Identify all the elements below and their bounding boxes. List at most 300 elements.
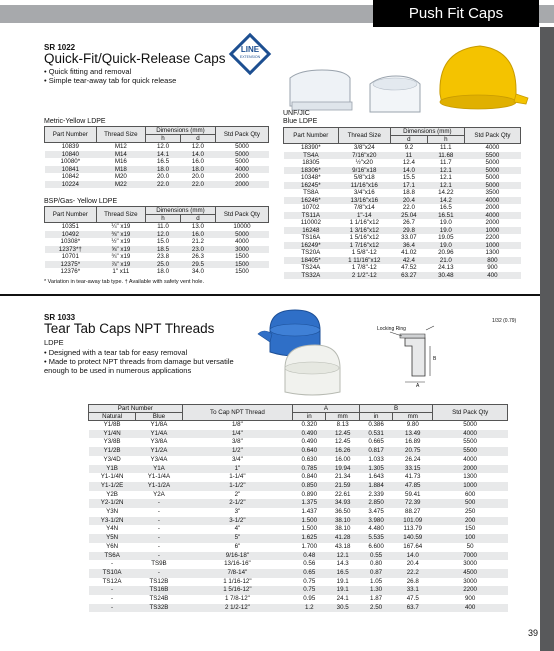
table-cell: 150: [464, 525, 476, 533]
table-cell: 12.0: [146, 231, 181, 239]
table-row: [89, 595, 508, 604]
table-cell: 18.0: [146, 166, 181, 174]
table-cell: Y1/2A: [136, 447, 183, 456]
table-cell: 6.600: [368, 542, 384, 550]
table-cell: -: [136, 534, 183, 543]
table-cell: 9.80: [406, 421, 419, 428]
col-header: To Cap NPT Thread: [182, 405, 292, 421]
table-cell: 12375*: [45, 261, 97, 269]
table-cell: 101.09: [393, 517, 433, 526]
table-cell: 3000: [215, 246, 268, 254]
table-cell: 200: [433, 517, 508, 526]
table-row: [284, 167, 521, 175]
table-cell: Y2A: [153, 490, 165, 498]
table-cell: Y1-1/4N: [100, 473, 124, 481]
table-cell: 1000: [433, 482, 508, 491]
clear-cap-1: [290, 70, 352, 110]
table-row: [89, 473, 508, 482]
table-cell: 16.5: [326, 569, 359, 578]
section-divider: [0, 294, 540, 296]
table-cell: 5500: [433, 447, 508, 456]
table-cell: 20.75: [393, 447, 433, 456]
table-cell: 10492: [45, 231, 97, 239]
table-row: [89, 482, 508, 491]
col-header: Std Pack Qty: [433, 405, 508, 421]
table-cell: 0.95: [303, 595, 316, 603]
logo-subtext: EXTENSION: [239, 55, 261, 59]
table-cell: 2000: [215, 181, 268, 189]
table-row: [89, 569, 508, 578]
table-cell: -: [111, 595, 114, 603]
table-cell: Y1B: [89, 465, 136, 474]
table-row: [45, 231, 269, 239]
table-row: [284, 197, 521, 205]
table-cell: 10841: [45, 166, 97, 174]
table-cell: 41.02: [401, 249, 417, 256]
table-cell: 4000: [485, 144, 500, 151]
table-cell: 2000: [235, 173, 249, 180]
table-cell: 4500: [433, 569, 508, 578]
col-header: Blue: [136, 413, 183, 421]
table-row: [45, 158, 269, 166]
table-cell: 29.8: [390, 227, 427, 235]
table-cell: 47.5: [406, 595, 419, 603]
table-cell: 41.28: [326, 534, 359, 543]
table-cell: 3500: [485, 189, 500, 196]
table-cell: 5000: [215, 151, 268, 159]
table-cell: 4000: [464, 197, 520, 205]
col-header: Dimensions (mm): [146, 127, 216, 135]
table-row: [45, 166, 269, 174]
col-header: h: [146, 215, 181, 223]
table-cell: 12.0: [156, 143, 170, 150]
table-cell: 16246*: [284, 197, 339, 205]
table-row: [89, 491, 508, 500]
table-cell: 110002: [300, 219, 321, 226]
table-cell: 2": [234, 490, 241, 498]
table-cell: Y3-1/2N: [89, 517, 136, 526]
table-row: [89, 543, 508, 552]
table-cell: 21.59: [326, 482, 359, 491]
table-cell: 33.07: [401, 234, 417, 241]
table-cell: -: [136, 499, 183, 508]
table-cell: Y4N: [106, 525, 119, 533]
table-cell: ⅞" x19: [96, 261, 145, 269]
table-cell: 11: [390, 152, 427, 160]
table-cell: 1 11/16"x12: [338, 257, 390, 265]
table-cell: ⅜" x19: [96, 231, 145, 239]
table-cell: Y1-1/2E: [89, 482, 136, 491]
table-row: [45, 238, 269, 246]
table-row: [284, 174, 521, 182]
product-title: Tear Tab Caps NPT Threads: [44, 321, 215, 336]
table-cell: 30.48: [427, 272, 464, 280]
table-cell: TS16A: [301, 234, 321, 241]
table-cell: 0.531: [359, 430, 392, 439]
table-cell: 36.4: [390, 242, 427, 250]
table-cell: 22.61: [334, 490, 351, 498]
table-cell: 0.56: [303, 560, 316, 568]
table-cell: 19.94: [326, 465, 359, 474]
col-header: h: [146, 135, 181, 143]
table-cell: 26.7: [402, 219, 415, 226]
table-cell: 4000: [464, 212, 520, 220]
feature-list: [44, 348, 244, 375]
table-cell: 19.0: [427, 242, 464, 250]
table-cell: 1.05: [370, 577, 383, 585]
table-cell: 7000: [433, 552, 508, 561]
table-cell: 0.65: [293, 569, 326, 578]
table-row: [45, 173, 269, 181]
table-cell: 5500: [463, 438, 477, 446]
table-cell: 16249*: [284, 242, 339, 250]
table-row: [45, 223, 269, 231]
table-cell: 1-1/4": [229, 473, 246, 481]
table-cell: 1 3/16"x12: [338, 227, 390, 235]
table-cell: 12.1: [439, 174, 452, 181]
metric-table: [44, 126, 269, 188]
table-cell: 1.884: [359, 482, 392, 491]
table-cell: 1"-14: [338, 212, 390, 220]
table-cell: 0.850: [293, 482, 326, 491]
table-cell: 12.1: [427, 167, 464, 175]
table-row: [89, 586, 508, 595]
col-header: A: [293, 405, 360, 413]
table-cell: 10348*: [301, 174, 321, 181]
material-label: LDPE: [44, 338, 64, 347]
table-cell: 0.48: [293, 552, 326, 561]
table-body: [89, 421, 508, 613]
push-fit-caps-image: [280, 32, 530, 114]
table-cell: 1.500: [301, 525, 318, 533]
table-cell: -: [136, 517, 183, 526]
table-cell: 4000: [433, 430, 508, 439]
table-body: [284, 144, 521, 280]
table-cell: 26.8: [406, 577, 419, 585]
table-cell: 0.840: [301, 473, 318, 481]
table-cell: 2.50: [359, 604, 392, 613]
table-cell: 2000: [485, 219, 500, 226]
table-cell: TS32A: [284, 272, 339, 280]
table-row: [89, 604, 508, 613]
sku-label: SR 1033: [44, 313, 76, 322]
table-cell: 16.26: [326, 447, 359, 456]
clear-cap-2: [370, 76, 420, 112]
section-header: Push Fit Caps: [373, 0, 539, 27]
table-row: [284, 264, 521, 272]
table-cell: 12.45: [326, 430, 359, 439]
table-cell: TS20A: [301, 249, 321, 256]
table-cell: 18.8: [402, 189, 415, 196]
table-cell: 10701: [61, 253, 79, 260]
col-header: B: [359, 405, 432, 413]
table-cell: 19.0: [427, 227, 464, 235]
table-cell: 47.85: [393, 482, 433, 491]
table-cell: 1.87: [370, 595, 383, 603]
table-cell: 12.4: [402, 159, 415, 166]
table-cell: 22.0: [146, 181, 181, 189]
table-cell: M20: [114, 173, 127, 180]
table-cell: 0.490: [301, 438, 318, 446]
table-cell: 20.96: [438, 249, 454, 256]
table-cell: 0.75: [303, 577, 316, 585]
table-cell: 41.73: [405, 473, 421, 481]
table-row: [89, 456, 508, 465]
table-row: [89, 560, 508, 569]
table-row: [45, 261, 269, 269]
table-cell: M12: [114, 143, 127, 150]
col-header: mm: [393, 413, 433, 421]
table-cell: 3/4"x16: [353, 189, 375, 196]
table-cell: 88.27: [405, 508, 421, 516]
table-row: [284, 257, 521, 265]
table-row: [284, 204, 521, 212]
table-cell: 4.480: [368, 525, 384, 533]
table-row: [284, 144, 521, 152]
table-body: [45, 223, 269, 276]
table-cell: Y3/4A: [150, 455, 168, 463]
table-row: [89, 465, 508, 474]
table-cell: 19.1: [336, 577, 349, 585]
table-cell: 1/8": [231, 421, 243, 428]
yellow-cap: [440, 46, 528, 109]
table-cell: 22.0: [180, 181, 215, 189]
logo-text: LINE: [240, 45, 260, 54]
table-cell: -: [89, 586, 136, 595]
table-cell: 43.18: [334, 542, 351, 550]
table-row: [284, 234, 521, 242]
table-cell: -: [136, 552, 183, 561]
table-cell: 1 7/8-12": [224, 595, 250, 603]
table-cell: 6": [234, 542, 241, 550]
table-cell: 800: [464, 257, 520, 265]
table-cell: 63.27: [390, 272, 427, 280]
table-cell: 2200: [433, 586, 508, 595]
table-cell: 5000: [463, 421, 477, 428]
table-cell: 19.0: [439, 219, 452, 226]
footnote: * Variation in tear-away tab type. † Available with safety vent hole.: [44, 279, 204, 285]
table-cell: 2000: [485, 204, 500, 211]
table-cell: 16248: [284, 227, 339, 235]
table-cell: 12.0: [191, 143, 204, 150]
table-cell: 21.34: [334, 473, 351, 481]
table-cell: 18.0: [156, 268, 170, 275]
table-cell: 18405*: [284, 257, 339, 265]
table-cell: 20.0: [191, 173, 204, 180]
table-cell: 25.0: [146, 261, 181, 269]
table-cell: 13.0: [191, 223, 204, 230]
table-cell: 1/4": [182, 430, 292, 439]
table-cell: 3.980: [359, 517, 392, 526]
table-cell: 400: [464, 272, 520, 280]
table-cell: 1 7/8"-12: [351, 264, 377, 271]
table-cell: 0.785: [293, 465, 326, 474]
table-row: [45, 246, 269, 254]
col-header: Thread Size: [96, 207, 145, 223]
table-cell: 10840: [45, 151, 97, 159]
locking-ring-label: Locking Ring: [377, 326, 406, 332]
table-cell: 1500: [235, 253, 249, 260]
table-cell: 1 1/16-12": [223, 577, 252, 585]
table-cell: 20.0: [156, 173, 170, 180]
table-cell: 4000: [215, 166, 268, 174]
table-cell: 24.13: [438, 264, 454, 271]
table-cell: 3/8"x24: [353, 144, 375, 151]
table-cell: -: [111, 560, 114, 568]
table-cell: 0.55: [359, 552, 392, 561]
table-cell: 10000: [233, 223, 251, 230]
table-cell: 5000: [485, 174, 500, 181]
table-cell: 1.643: [368, 473, 384, 481]
table-cell: 0.87: [359, 569, 392, 578]
table-cell: 38.10: [334, 525, 351, 533]
table-cell: Y2-1/2N: [89, 499, 136, 508]
table-cell: 1 5/16-12": [182, 586, 292, 595]
col-header: Thread Size: [338, 128, 390, 144]
table-cell: 7/8-14": [182, 569, 292, 578]
table-row: [89, 517, 508, 526]
table-cell: 18306*: [284, 167, 339, 175]
table-cell: Y1-1/2A: [136, 482, 183, 491]
table-cell: 1000: [464, 242, 520, 250]
table-cell: 12376*: [60, 268, 81, 275]
table-cell: Y1/4A: [136, 430, 183, 439]
table-cell: 11.0: [157, 223, 169, 230]
table-cell: 3/4": [231, 455, 243, 463]
table-row: [45, 151, 269, 159]
table-row: [284, 242, 521, 250]
table-cell: 5500: [464, 152, 520, 160]
table-cell: 1 1/16"x12: [349, 219, 379, 226]
table-cell: 3-1/2": [182, 517, 292, 526]
table-row: [45, 181, 269, 189]
feature-item: • Designed with a tear tab for easy removal: [44, 348, 244, 357]
table-cell: 0.490: [293, 430, 326, 439]
table-cell: 0.80: [370, 560, 383, 568]
table-cell: 17.1: [390, 182, 427, 190]
feature-item: • Simple tear-away tab for quick release: [44, 76, 176, 85]
table-cell: 12373*†: [45, 246, 97, 254]
table-row: [284, 212, 521, 220]
table-row: [89, 534, 508, 543]
table-cell: 33.15: [393, 465, 433, 474]
table-cell: 63.7: [393, 604, 433, 613]
bsp-table-caption: BSP/Gas- Yellow LDPE: [44, 198, 118, 205]
table-cell: Y1A: [136, 465, 183, 474]
table-cell: 0.890: [301, 490, 318, 498]
page-number: 39: [527, 628, 538, 638]
table-cell: 12.45: [334, 438, 351, 446]
table-cell: 3": [234, 508, 241, 516]
natural-cap: [285, 345, 340, 395]
table-row: [89, 508, 508, 517]
table-cell: Y1/8B: [103, 421, 121, 428]
table-row: [89, 525, 508, 534]
table-cell: 16.5: [439, 204, 452, 211]
table-cell: ½"x20: [355, 159, 373, 166]
table-cell: 2.339: [368, 490, 384, 498]
table-cell: 5000: [464, 182, 520, 190]
table-cell: 1 7/16"x12: [338, 242, 390, 250]
table-cell: Y1-1/4A: [147, 473, 171, 481]
table-cell: 16245*: [284, 182, 339, 190]
table-cell: 9/16-18": [182, 552, 292, 561]
table-cell: 1500: [215, 261, 268, 269]
tear-tab-caps-image: [240, 300, 445, 400]
table-cell: -: [157, 525, 160, 533]
table-cell: 10839: [61, 143, 79, 150]
table-cell: 18390*: [301, 144, 321, 151]
table-cell: 14.22: [438, 189, 454, 196]
table-cell: 5": [182, 534, 292, 543]
table-row: [284, 219, 521, 227]
table-cell: 34.93: [326, 499, 359, 508]
feature-item: • Quick fitting and removal: [44, 67, 176, 76]
table-row: [45, 143, 269, 151]
col-header: Part Number: [284, 128, 339, 144]
table-cell: 1500: [235, 268, 249, 275]
table-cell: 5/8"x18: [353, 174, 375, 181]
product-title: Quick-Fit/Quick-Release Caps: [44, 51, 226, 66]
table-cell: 1/2": [182, 447, 292, 456]
table-cell: 14.3: [336, 560, 349, 568]
table-cell: 5000: [235, 158, 249, 165]
unf-table: [283, 127, 521, 279]
table-cell: 22.0: [402, 204, 415, 211]
table-cell: 10308*: [60, 238, 81, 245]
table-cell: M14: [96, 151, 145, 159]
bsp-table: [44, 206, 269, 276]
table-cell: Y3/8B: [103, 438, 121, 446]
table-cell: 0.75: [293, 586, 326, 595]
table-cell: 900: [487, 264, 498, 271]
table-cell: 8.13: [336, 421, 349, 428]
table-cell: 10842: [61, 173, 79, 180]
table-cell: 250: [464, 508, 476, 516]
table-cell: 20.4: [390, 197, 427, 205]
table-cell: 14.0: [180, 151, 215, 159]
table-cell: 11/16"x16: [338, 182, 390, 190]
col-header: in: [359, 413, 392, 421]
dimension-b-label: B: [433, 356, 437, 362]
table-row: [45, 268, 269, 276]
table-cell: 0.665: [368, 438, 384, 446]
table-cell: TS8A: [303, 189, 319, 196]
table-row: [89, 430, 508, 439]
table-cell: 100: [433, 534, 508, 543]
table-cell: 5.535: [359, 534, 392, 543]
thickness-label: 1/32 (0.79): [492, 318, 517, 324]
table-cell: -: [157, 508, 160, 516]
table-row: [89, 499, 508, 508]
metric-table-caption: Metric-Yellow LDPE: [44, 118, 106, 125]
table-body: [45, 143, 269, 189]
table-cell: 26.3: [191, 253, 204, 260]
table-cell: 33.1: [393, 586, 433, 595]
table-row: [284, 272, 521, 280]
table-row: [45, 253, 269, 261]
table-cell: 9.2: [404, 144, 414, 151]
table-cell: 16.51: [427, 212, 464, 220]
col-header: Part Number: [89, 405, 183, 413]
table-cell: 500: [433, 499, 508, 508]
table-row: [284, 159, 521, 167]
cap-diagram: [390, 326, 437, 382]
col-header: d: [390, 136, 427, 144]
table-cell: 113.79: [403, 525, 422, 533]
table-cell: ¼" x19: [111, 223, 131, 230]
col-header: mm: [326, 413, 359, 421]
